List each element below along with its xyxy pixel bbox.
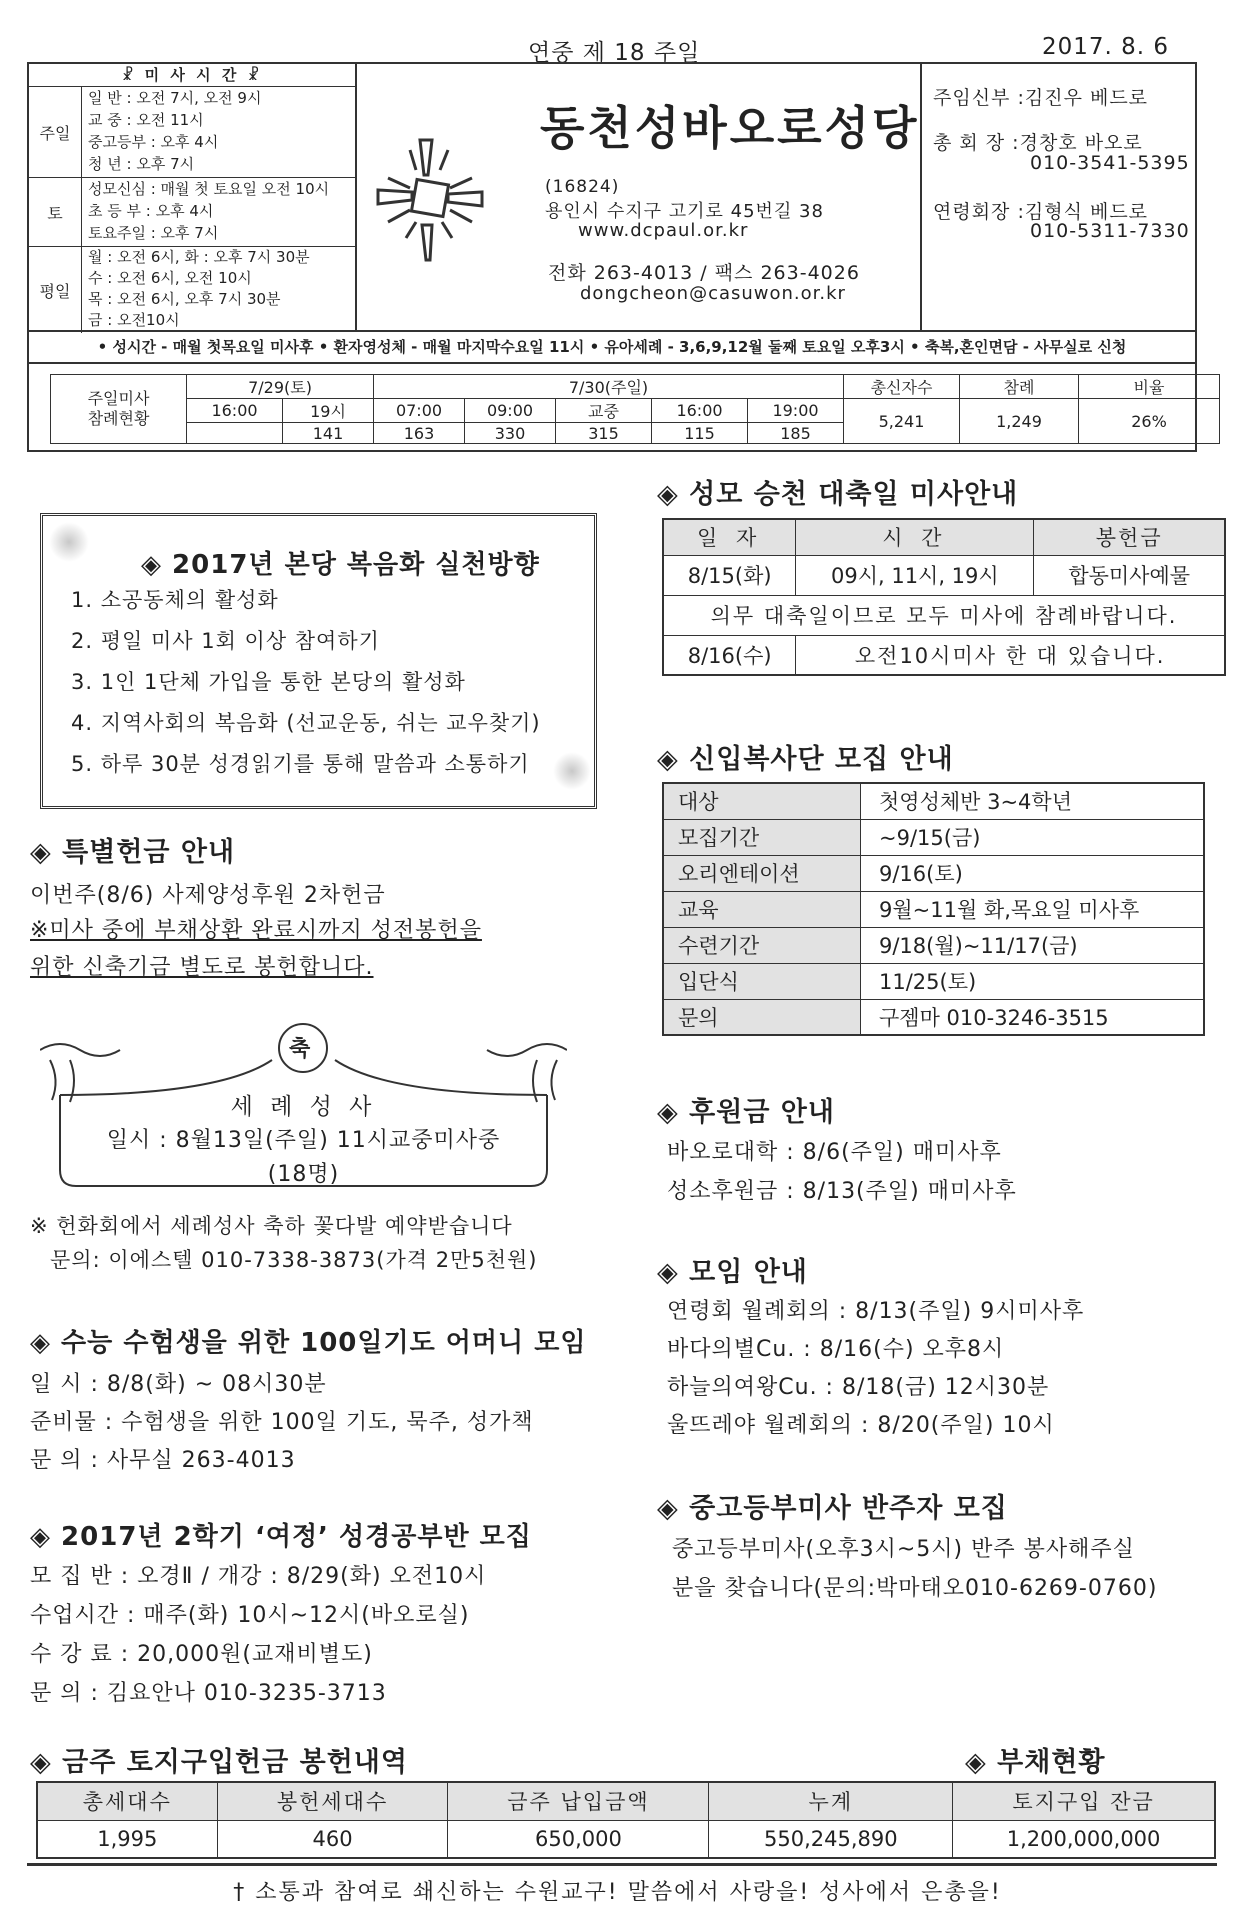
mass-line: 일 반 : 오전 7시, 오전 9시 [88, 89, 262, 107]
assumption-cell: 오전10시미사 한 대 있습니다. [796, 635, 1225, 675]
staff-name: 김형식 베드로 [1024, 201, 1149, 223]
attendance-count: 185 [748, 423, 844, 444]
address: 용인시 수지구 고기로 45번길 38 [545, 201, 824, 222]
bulletin-date: 2017. 8. 6 [1042, 34, 1170, 60]
baptism-date: 일시 : 8월13일(주일) 11시교중미사중 [106, 1128, 501, 1153]
assumption-cell: 8/15(화) [663, 555, 796, 595]
staff-president [933, 128, 1143, 155]
staff-phone: 010-5311-7330 [1030, 220, 1190, 242]
evangelization-title: ◈ 2017년 본당 복음화 실천방향 [141, 550, 540, 580]
mass-day-label: 평일 [29, 247, 82, 333]
staff-role: 주임신부 : [933, 87, 1025, 109]
land-value: 1,995 [37, 1820, 217, 1858]
evangelization-item: 2. 평일 미사 1회 이상 참여하기 [71, 629, 380, 653]
mass-line: 수 : 오전 6시, 오전 10시 [88, 269, 252, 287]
baptism-badge: 축 [289, 1037, 311, 1062]
phone-fax: 전화 263-4013 / 팩스 263-4026 [548, 262, 860, 284]
attendance-sat: 7/29(토) [187, 375, 374, 399]
attendance-total-value: 1,249 [960, 399, 1079, 444]
attendance-count: 141 [283, 423, 374, 444]
special-offering-title: ◈ 특별헌금 안내 [30, 837, 236, 868]
mass-line: 성모신심 : 매월 첫 토요일 오전 10시 [88, 180, 330, 198]
altar-label: 입단식 [663, 963, 861, 999]
ornament-dot [553, 752, 591, 790]
altar-label: 오리엔테이션 [663, 855, 861, 891]
special-offering-line: ※미사 중에 부채상환 완료시까지 성전봉헌을 [30, 918, 482, 943]
assumption-table [662, 518, 1226, 676]
attendance-time: 19시 [283, 399, 374, 423]
parish-name: 동천성바오로성당 [540, 101, 920, 155]
mass-line: 청 년 : 오후 7시 [88, 155, 195, 173]
baptism-note: ※ 헌화회에서 세례성사 축하 꽃다발 예약받습니다 [30, 1214, 513, 1238]
ornament-dot [49, 522, 89, 562]
altar-value: 9/16(토) [861, 855, 1205, 891]
altar-label: 교육 [663, 891, 861, 927]
evangelization-item: 3. 1인 1단체 가입을 통한 본당의 활성화 [71, 670, 466, 694]
mass-times-title: ☧ 미 사 시 간 ☧ [29, 64, 355, 87]
bible-line: 문 의 : 김요안나 010-3235-3713 [30, 1681, 387, 1706]
prayer-title: ◈ 수능 수험생을 위한 100일기도 어머니 모임 [30, 1328, 587, 1358]
altar-value: 첫영성체반 3~4학년 [861, 783, 1205, 819]
assumption-note: 의무 대축일이므로 모두 미사에 참례바랍니다. [663, 595, 1225, 635]
special-offering-line: 이번주(8/6) 사제양성후원 2차헌금 [30, 883, 386, 908]
attendance-sun: 7/30(주일) [374, 375, 844, 399]
attendance-time: 19:00 [748, 399, 844, 423]
mass-times [29, 64, 355, 333]
altar-value: 9월~11월 화,목요일 미사후 [861, 891, 1205, 927]
attendance-total-header: 총신자수 [844, 375, 960, 399]
prayer-line: 일 시 : 8/8(화) ~ 08시30분 [30, 1372, 327, 1397]
accompanist-line: 중고등부미사(오후3시~5시) 반주 봉사해주실 [672, 1537, 1135, 1562]
postal-code: (16824) [545, 177, 620, 197]
altar-table [662, 782, 1205, 1036]
attendance-time: 16:00 [187, 399, 283, 423]
baptism-box [40, 1020, 567, 1190]
email-link[interactable]: dongcheon@casuwon.or.kr [580, 283, 846, 304]
baptism-title: 세 례 성 사 [230, 1094, 377, 1120]
attendance-total-header: 비율 [1079, 375, 1220, 399]
assumption-title: ◈ 성모 승천 대축일 미사안내 [657, 479, 1019, 510]
land-title: ◈ 금주 토지구입헌금 봉헌내역 [30, 1747, 408, 1778]
bible-title: ◈ 2017년 2학기 ‘여정’ 성경공부반 모집 [30, 1522, 532, 1552]
staff-phone: 010-3541-5395 [1030, 152, 1190, 174]
meeting-line: 하늘의여왕Cu. : 8/18(금) 12시30분 [667, 1375, 1050, 1400]
altar-label: 문의 [663, 999, 861, 1035]
evangelization-item: 4. 지역사회의 복음화 (선교운동, 쉬는 교우찾기) [71, 711, 541, 735]
land-header: 금주 납입금액 [448, 1782, 709, 1820]
mass-line: 월 : 오전 6시, 화 : 오후 7시 30분 [88, 248, 310, 266]
mass-day-label: 토 [29, 178, 82, 246]
footer-divider [27, 1863, 1217, 1866]
attendance-table [50, 374, 1220, 444]
land-value: 1,200,000,000 [953, 1820, 1215, 1858]
notice-bar: • 성시간 - 매월 첫목요일 미사후 • 환자영성체 - 매월 마지막수요일 11시 • 유아세례 - 3,6,9,12월 둘째 토요일 오후3시 • 축복,혼인면담 - 사무실로 신청 [27, 332, 1197, 364]
land-table [36, 1781, 1216, 1859]
meeting-line: 울뜨레야 월례회의 : 8/20(주일) 10시 [667, 1413, 1055, 1438]
attendance-total-value: 26% [1079, 399, 1220, 444]
mass-line: 토요주일 : 오후 7시 [88, 224, 219, 242]
special-offering-line: 위한 신축기금 별도로 봉헌합니다. [30, 955, 374, 980]
evangelization-item: 5. 하루 30분 성경읽기를 통해 말씀과 소통하기 [71, 752, 530, 776]
staff-pastor [933, 83, 1148, 110]
altar-label: 수련기간 [663, 927, 861, 963]
parish-cross-logo-icon [370, 130, 490, 270]
bible-line: 수업시간 : 매주(화) 10시~12시(바오로실) [30, 1603, 470, 1628]
mass-group-saturday [29, 178, 355, 247]
footer-slogan: † 소통과 참여로 쇄신하는 수원교구! 말씀에서 사랑을! 성사에서 은총을! [233, 1880, 1002, 1905]
accompanist-line: 분을 찾습니다(문의:박마태오010-6269-0760) [672, 1576, 1158, 1601]
bible-line: 모 집 반 : 오경Ⅱ / 개강 : 8/29(화) 오전10시 [30, 1564, 487, 1589]
land-header: 누계 [709, 1782, 953, 1820]
assumption-header: 일 자 [663, 519, 796, 555]
land-value: 650,000 [448, 1820, 709, 1858]
prayer-line: 준비물 : 수험생을 위한 100일 기도, 묵주, 성가책 [30, 1410, 534, 1435]
attendance-count: 330 [465, 423, 556, 444]
land-header: 토지구입 잔금 [953, 1782, 1215, 1820]
attendance-label: 주일미사 참례현황 [51, 375, 187, 444]
evangelization-box [40, 513, 597, 809]
support-title: ◈ 후원금 안내 [657, 1097, 835, 1128]
attendance-count [187, 423, 283, 444]
mass-day-label: 주일 [29, 87, 82, 177]
debt-title: ◈ 부채현황 [965, 1747, 1106, 1778]
assumption-header: 시 간 [796, 519, 1034, 555]
altar-value: 11/25(토) [861, 963, 1205, 999]
altar-value: ~9/15(금) [861, 819, 1205, 855]
mass-group-weekday [29, 247, 355, 333]
attendance-time: 교중 [556, 399, 652, 423]
accompanist-title: ◈ 중고등부미사 반주자 모집 [657, 1493, 1008, 1524]
bible-line: 수 강 료 : 20,000원(교재비별도) [30, 1642, 373, 1667]
assumption-cell: 8/16(수) [663, 635, 796, 675]
attendance-time: 16:00 [652, 399, 748, 423]
meeting-line: 바다의별Cu. : 8/16(수) 오후8시 [667, 1337, 1005, 1362]
support-line: 성소후원금 : 8/13(주일) 매미사후 [667, 1179, 1017, 1204]
land-header: 봉헌세대수 [217, 1782, 448, 1820]
evangelization-item: 1. 소공동체의 활성화 [71, 588, 279, 612]
mass-line: 중고등부 : 오후 4시 [88, 133, 219, 151]
altar-value: 구젬마 010-3246-3515 [861, 999, 1205, 1035]
mass-line: 금 : 오전10시 [88, 311, 180, 329]
land-header: 총세대수 [37, 1782, 217, 1820]
staff-name: 경창호 바오로 [1019, 132, 1143, 154]
attendance-time: 09:00 [465, 399, 556, 423]
assumption-header: 봉헌금 [1034, 519, 1225, 555]
attendance-count: 163 [374, 423, 465, 444]
prayer-line: 문 의 : 사무실 263-4013 [30, 1448, 296, 1473]
attendance-time: 07:00 [374, 399, 465, 423]
altar-label: 대상 [663, 783, 861, 819]
land-value: 550,245,890 [709, 1820, 953, 1858]
mass-line: 교 중 : 오전 11시 [88, 111, 204, 129]
baptism-note: 문의: 이에스텔 010-7338-3873(가격 2만5천원) [50, 1248, 538, 1272]
assumption-cell: 합동미사예물 [1034, 555, 1225, 595]
mass-line: 초 등 부 : 오후 4시 [88, 202, 214, 220]
altar-value: 9/18(월)~11/17(금) [861, 927, 1205, 963]
mass-group-sunday [29, 87, 355, 178]
website-link[interactable]: www.dcpaul.or.kr [578, 220, 749, 241]
land-value: 460 [217, 1820, 448, 1858]
staff-name: 김진우 베드로 [1024, 87, 1149, 109]
altar-label: 모집기간 [663, 819, 861, 855]
support-line: 바오로대학 : 8/6(주일) 매미사후 [667, 1140, 1002, 1165]
mass-line: 목 : 오전 6시, 오후 7시 30분 [88, 290, 281, 308]
meeting-line: 연령회 월례회의 : 8/13(주일) 9시미사후 [667, 1299, 1085, 1324]
attendance-count: 315 [556, 423, 652, 444]
attendance-total-value: 5,241 [844, 399, 960, 444]
assumption-cell: 09시, 11시, 19시 [796, 555, 1034, 595]
staff-role: 연령회장 : [933, 201, 1025, 223]
attendance-count: 115 [652, 423, 748, 444]
staff-role: 총 회 장 : [933, 132, 1020, 154]
meetings-title: ◈ 모임 안내 [657, 1257, 808, 1288]
baptism-count: (18명) [267, 1162, 340, 1187]
week-title: 연중 제 18 주일 [528, 40, 701, 66]
altar-title: ◈ 신입복사단 모집 안내 [657, 744, 954, 775]
attendance-total-header: 참례 [960, 375, 1079, 399]
